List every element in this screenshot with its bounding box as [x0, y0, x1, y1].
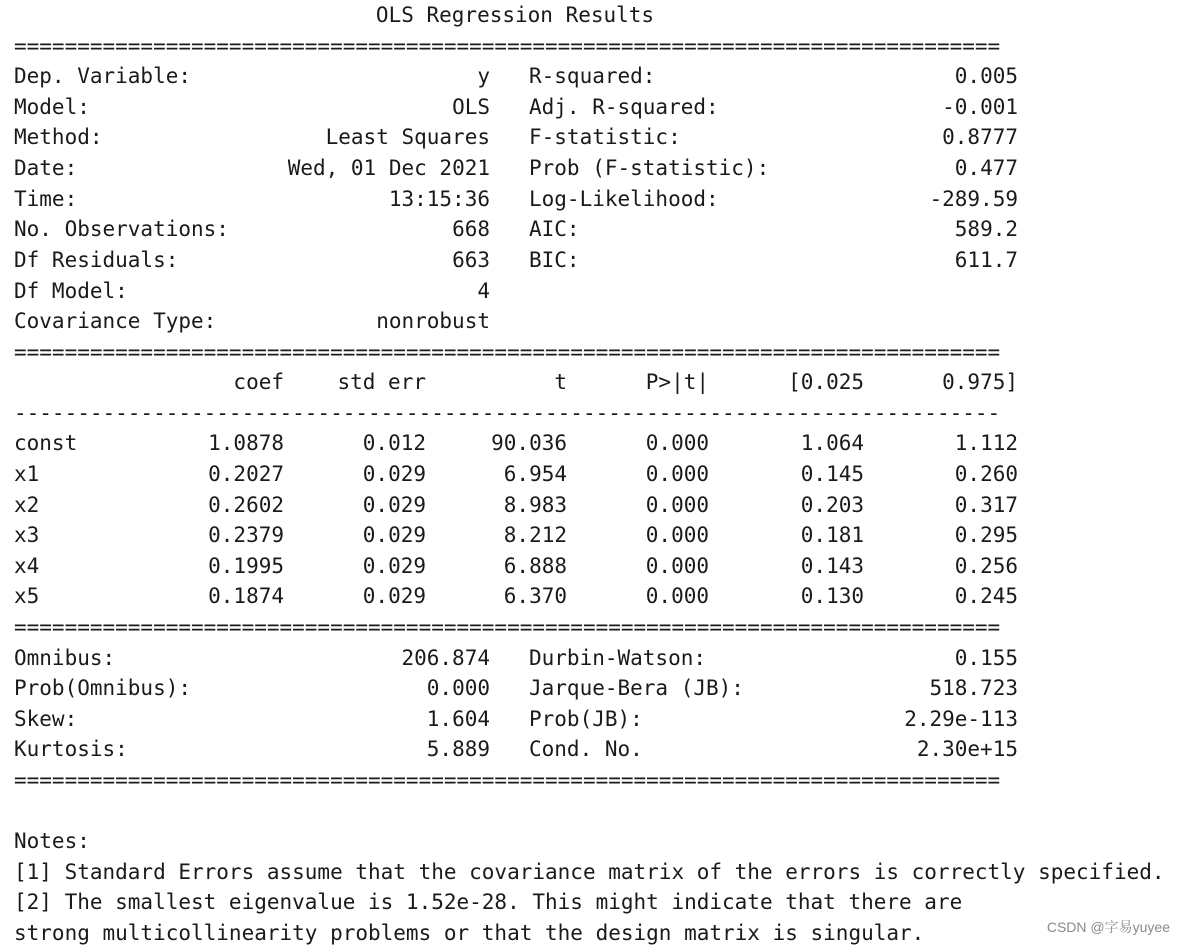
cell-coef: 0.2027	[208, 462, 284, 486]
cell-p: 0.000	[645, 523, 709, 547]
summary-label: Model:	[14, 95, 90, 119]
rule-double-top: ==============================================================================	[14, 34, 1001, 58]
diagnostic-value: 5.889	[426, 737, 490, 761]
rule-single-header: ------------------------------------------------------------------------------	[14, 401, 1001, 425]
summary-label: AIC:	[529, 217, 580, 241]
cell-ci-high: 0.317	[954, 493, 1018, 517]
cell-t: 8.212	[503, 523, 567, 547]
summary-value: nonrobust	[376, 309, 490, 333]
summary-value: 13:15:36	[388, 187, 490, 211]
summary-label: Date:	[14, 156, 78, 180]
diagnostic-label: Kurtosis:	[14, 737, 128, 761]
summary-label: Method:	[14, 125, 103, 149]
summary-label: Time:	[14, 187, 78, 211]
diagnostic-label: Durbin-Watson:	[529, 646, 707, 670]
column-header-t: t	[554, 370, 567, 394]
column-header-coef: coef	[233, 370, 284, 394]
diagnostic-value: 518.723	[929, 676, 1018, 700]
summary-value: y	[477, 64, 490, 88]
row-name: x5	[14, 584, 40, 608]
column-header-p: P>|t|	[645, 370, 709, 394]
rule-double-model: ==============================================================================	[14, 340, 1001, 364]
diagnostic-label: Prob(Omnibus):	[14, 676, 192, 700]
cell-ci-low: 0.181	[800, 523, 864, 547]
column-header-ci-low: [0.025	[788, 370, 864, 394]
cell-std-err: 0.029	[362, 584, 426, 608]
diagnostic-label: Omnibus:	[14, 646, 116, 670]
row-name: x3	[14, 523, 40, 547]
summary-value: 0.8777	[942, 125, 1018, 149]
diagnostic-value: 0.155	[954, 646, 1018, 670]
diagnostic-value: 206.874	[401, 646, 490, 670]
cell-ci-low: 0.145	[800, 462, 864, 486]
row-name: const	[14, 431, 78, 455]
cell-ci-high: 0.260	[954, 462, 1018, 486]
rule-double-coef: ==============================================================================	[14, 615, 1001, 639]
cell-coef: 0.1995	[208, 554, 284, 578]
note-line: strong multicollinearity problems or that the design matrix is singular.	[14, 921, 925, 945]
cell-ci-high: 0.245	[954, 584, 1018, 608]
cell-ci-low: 0.203	[800, 493, 864, 517]
summary-label: R-squared:	[529, 64, 656, 88]
summary-value: Wed, 01 Dec 2021	[287, 156, 490, 180]
cell-std-err: 0.029	[362, 554, 426, 578]
summary-label: Dep. Variable:	[14, 64, 192, 88]
summary-label: BIC:	[529, 248, 580, 272]
cell-t: 6.954	[503, 462, 567, 486]
summary-value: 668	[452, 217, 490, 241]
diagnostic-value: 2.30e+15	[916, 737, 1018, 761]
summary-value: 4	[477, 279, 490, 303]
summary-label: Log-Likelihood:	[529, 187, 719, 211]
summary-value: OLS	[452, 95, 490, 119]
diagnostic-label: Prob(JB):	[529, 707, 643, 731]
notes-heading: Notes:	[14, 829, 90, 853]
diagnostic-label: Skew:	[14, 707, 78, 731]
row-name: x4	[14, 554, 40, 578]
summary-value: 0.005	[954, 64, 1018, 88]
cell-t: 90.036	[491, 431, 567, 455]
summary-value: -0.001	[942, 95, 1018, 119]
cell-ci-low: 0.130	[800, 584, 864, 608]
summary-label: Covariance Type:	[14, 309, 217, 333]
cell-t: 6.888	[503, 554, 567, 578]
cell-coef: 0.2602	[208, 493, 284, 517]
row-name: x1	[14, 462, 40, 486]
rule-double-bottom: ==============================================================================	[14, 768, 1001, 792]
diagnostic-label: Cond. No.	[529, 737, 643, 761]
cell-t: 8.983	[503, 493, 567, 517]
cell-p: 0.000	[645, 493, 709, 517]
note-line: [1] Standard Errors assume that the covariance matrix of the errors is correctly specified.	[14, 860, 1165, 884]
summary-label: Df Residuals:	[14, 248, 179, 272]
diagnostic-value: 0.000	[426, 676, 490, 700]
summary-label: F-statistic:	[529, 125, 681, 149]
cell-p: 0.000	[645, 584, 709, 608]
cell-p: 0.000	[645, 462, 709, 486]
cell-std-err: 0.029	[362, 493, 426, 517]
cell-ci-high: 0.295	[954, 523, 1018, 547]
row-name: x2	[14, 493, 40, 517]
summary-label: No. Observations:	[14, 217, 229, 241]
cell-std-err: 0.029	[362, 462, 426, 486]
summary-value: 611.7	[954, 248, 1018, 272]
summary-value: 0.477	[954, 156, 1018, 180]
cell-ci-low: 0.143	[800, 554, 864, 578]
cell-p: 0.000	[645, 554, 709, 578]
cell-ci-low: 1.064	[800, 431, 864, 455]
cell-ci-high: 0.256	[954, 554, 1018, 578]
summary-value: -289.59	[929, 187, 1018, 211]
summary-value: 663	[452, 248, 490, 272]
cell-coef: 0.2379	[208, 523, 284, 547]
diagnostic-value: 1.604	[426, 707, 490, 731]
cell-std-err: 0.012	[362, 431, 426, 455]
cell-coef: 0.1874	[208, 584, 284, 608]
note-line: [2] The smallest eigenvalue is 1.52e-28. This might indicate that there are	[14, 890, 963, 914]
diagnostic-label: Jarque-Bera (JB):	[529, 676, 744, 700]
summary-value: 589.2	[954, 217, 1018, 241]
cell-p: 0.000	[645, 431, 709, 455]
cell-t: 6.370	[503, 584, 567, 608]
report-title: OLS Regression Results	[375, 3, 655, 27]
cell-coef: 1.0878	[208, 431, 284, 455]
watermark: CSDN @字易yuyee	[1046, 919, 1170, 935]
summary-label: Prob (F-statistic):	[529, 156, 770, 180]
summary-value: Least Squares	[325, 125, 490, 149]
column-header-ci-high: 0.975]	[942, 370, 1018, 394]
cell-ci-high: 1.112	[954, 431, 1018, 455]
summary-label: Df Model:	[14, 279, 128, 303]
diagnostic-value: 2.29e-113	[904, 707, 1018, 731]
summary-label: Adj. R-squared:	[529, 95, 719, 119]
cell-std-err: 0.029	[362, 523, 426, 547]
column-header-std-err: std err	[337, 370, 426, 394]
